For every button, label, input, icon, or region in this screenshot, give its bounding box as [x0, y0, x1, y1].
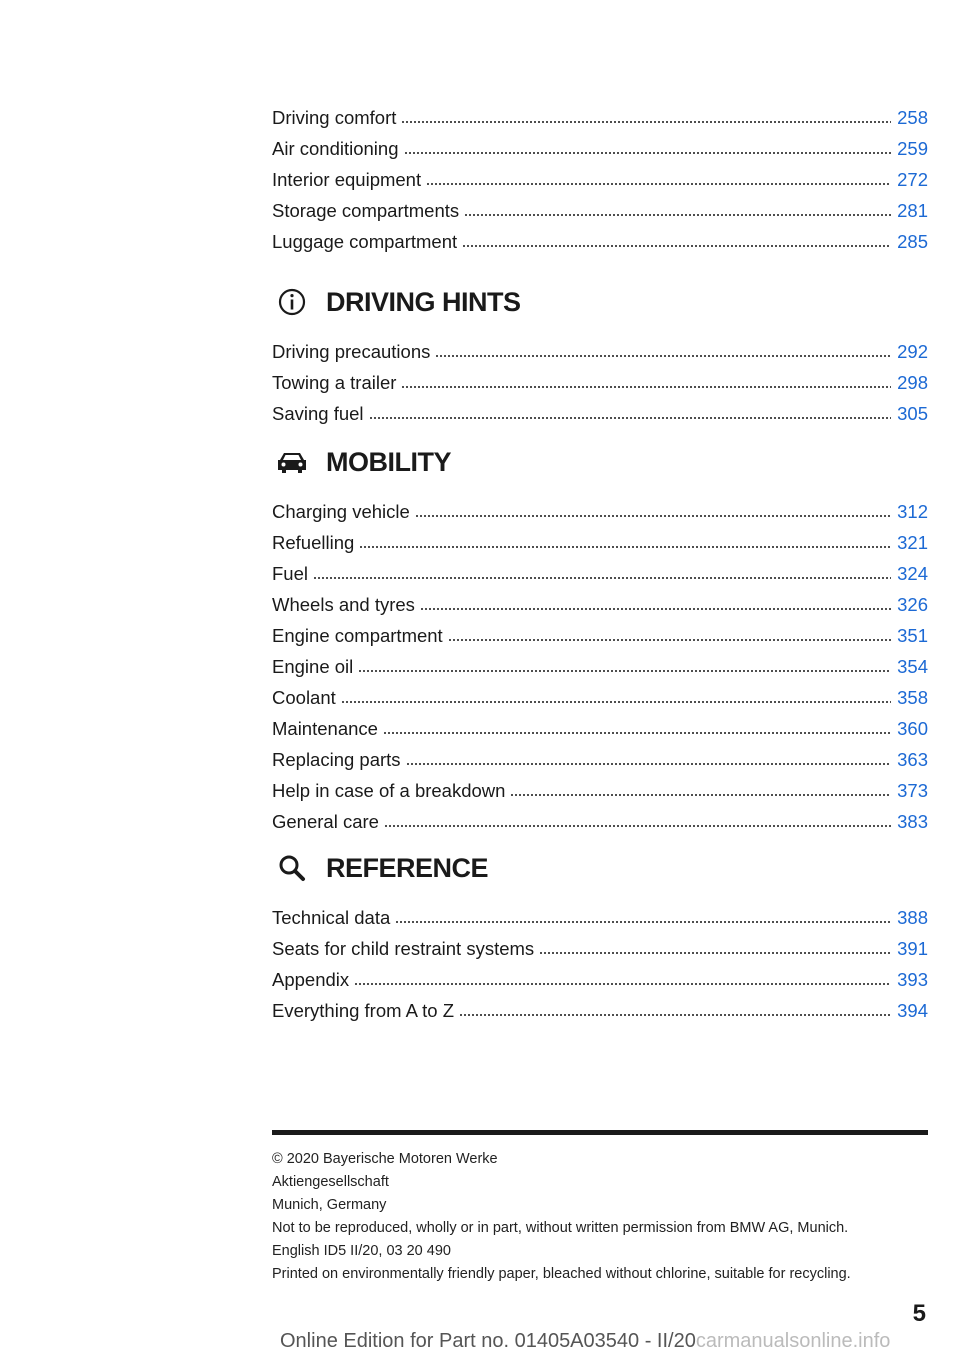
toc-entry-title: Driving precautions — [272, 341, 431, 362]
toc-entry-title: Towing a trailer — [272, 372, 397, 393]
dot-leader — [395, 921, 891, 923]
dot-leader — [313, 577, 891, 579]
dot-leader — [420, 608, 891, 610]
toc-driving-hints — [272, 264, 928, 429]
dot-leader — [369, 417, 892, 419]
dot-leader — [462, 245, 891, 247]
toc-entry[interactable] — [272, 995, 928, 1026]
page-number: 5 — [912, 1300, 926, 1327]
imprint-line: Munich, Germany — [272, 1197, 387, 1213]
toc-entry-page-link[interactable]: 272 — [897, 169, 928, 190]
dot-leader — [539, 952, 891, 954]
info-icon — [272, 287, 312, 317]
toc-entry-title: Maintenance — [272, 718, 378, 739]
toc-entry[interactable] — [272, 964, 928, 995]
dot-leader — [448, 639, 891, 641]
toc-entry-page-link[interactable]: 383 — [897, 811, 928, 832]
toc-entry[interactable] — [272, 102, 928, 133]
toc-entry[interactable] — [272, 713, 928, 744]
toc-entry-title: Interior equipment — [272, 169, 422, 190]
toc-entry[interactable] — [272, 933, 928, 964]
dot-leader — [354, 983, 891, 985]
toc-entry-page-link[interactable]: 354 — [897, 656, 928, 677]
toc-entry[interactable] — [272, 744, 928, 775]
toc-entry-page-link[interactable]: 391 — [897, 938, 928, 959]
toc-entry[interactable] — [272, 496, 928, 527]
toc-entry[interactable] — [272, 164, 928, 195]
toc-entry[interactable] — [272, 336, 928, 367]
toc-entry-page-link[interactable]: 363 — [897, 749, 928, 770]
toc-entry-page-link[interactable]: 388 — [897, 907, 928, 928]
dot-leader — [464, 214, 891, 216]
toc-entry-title: Saving fuel — [272, 403, 364, 424]
toc-entry-title: Technical data — [272, 907, 391, 928]
imprint-line: Printed on environmentally friendly paper, bleached without chlorine, suitable for recycling. — [272, 1266, 851, 1282]
toc-entry-page-link[interactable]: 281 — [897, 200, 928, 221]
dot-leader — [359, 546, 891, 548]
dot-leader — [459, 1014, 891, 1016]
toc-entry-page-link[interactable]: 305 — [897, 403, 928, 424]
dot-leader — [426, 183, 891, 185]
toc-entry-page-link[interactable]: 321 — [897, 532, 928, 553]
toc-entry-page-link[interactable]: 298 — [897, 372, 928, 393]
footer-edition: Online Edition for Part no. 01405A03540 - II/20 — [280, 1330, 696, 1352]
toc-entry-title: Engine compartment — [272, 625, 443, 646]
toc-entry[interactable] — [272, 651, 928, 682]
toc-entry-page-link[interactable]: 324 — [897, 563, 928, 584]
imprint-line: © 2020 Bayerische Motoren Werke — [272, 1151, 498, 1167]
dot-leader — [415, 515, 891, 517]
toc-entry-title: Charging vehicle — [272, 501, 410, 522]
toc-entry-page-link[interactable]: 259 — [897, 138, 928, 159]
toc-entry-title: Appendix — [272, 969, 350, 990]
toc-entry[interactable] — [272, 682, 928, 713]
toc-entry-page-link[interactable]: 358 — [897, 687, 928, 708]
toc-entry-title: Air conditioning — [272, 138, 399, 159]
dot-leader — [404, 152, 892, 154]
toc-entry-title: Fuel — [272, 563, 308, 584]
divider — [272, 1130, 928, 1135]
toc-reference — [272, 830, 928, 1026]
dot-leader — [384, 825, 891, 827]
imprint-line: English ID5 II/20, 03 20 490 — [272, 1243, 451, 1259]
section-title: REFERENCE — [326, 852, 489, 883]
dot-leader — [435, 355, 891, 357]
footer-url[interactable]: carmanualsonline.info — [695, 1330, 891, 1352]
toc-entry-title: Replacing parts — [272, 749, 401, 770]
toc-entry-page-link[interactable]: 394 — [897, 1000, 928, 1021]
footer — [280, 1330, 890, 1353]
dot-leader — [510, 794, 891, 796]
dot-leader — [401, 121, 891, 123]
dot-leader — [358, 670, 891, 672]
toc-entry[interactable] — [272, 133, 928, 164]
section-heading-reference — [272, 848, 928, 888]
toc-entry-page-link[interactable]: 326 — [897, 594, 928, 615]
toc-entry-title: Everything from A to Z — [272, 1000, 454, 1021]
toc-entry-title: Engine oil — [272, 656, 354, 677]
imprint-line: Aktiengesellschaft — [272, 1174, 389, 1190]
imprint-line: Not to be reproduced, wholly or in part, without written permission from BMW AG, Munich. — [272, 1220, 849, 1236]
toc-entry[interactable] — [272, 195, 928, 226]
section-title: MOBILITY — [326, 446, 451, 477]
toc-entry[interactable] — [272, 589, 928, 620]
toc-entry-title: Wheels and tyres — [272, 594, 415, 615]
toc-entry[interactable] — [272, 527, 928, 558]
toc-entry[interactable] — [272, 558, 928, 589]
toc-entry-title: Storage compartments — [272, 200, 460, 221]
toc-entry-page-link[interactable]: 393 — [897, 969, 928, 990]
toc-top-group — [272, 102, 928, 257]
toc-entry[interactable] — [272, 775, 928, 806]
toc-entry-page-link[interactable]: 292 — [897, 341, 928, 362]
section-heading-driving-hints — [272, 282, 928, 322]
toc-entry-page-link[interactable]: 360 — [897, 718, 928, 739]
dot-leader — [406, 763, 892, 765]
toc-entry-title: Refuelling — [272, 532, 355, 553]
toc-entry[interactable] — [272, 367, 928, 398]
toc-entry-page-link[interactable]: 373 — [897, 780, 928, 801]
section-heading-mobility — [272, 442, 928, 482]
search-icon — [272, 853, 312, 883]
imprint — [272, 1148, 851, 1286]
toc-entry-title: Luggage compartment — [272, 231, 458, 252]
dot-leader — [401, 386, 891, 388]
toc-mobility — [272, 424, 928, 837]
section-title: DRIVING HINTS — [326, 286, 521, 317]
toc-entry-title: General care — [272, 811, 379, 832]
car-icon — [272, 449, 312, 475]
toc-entry-title: Driving comfort — [272, 107, 397, 128]
toc-entry-page-link[interactable]: 312 — [897, 501, 928, 522]
toc-entry[interactable] — [272, 902, 928, 933]
toc-entry-page-link[interactable]: 351 — [897, 625, 928, 646]
toc-entry[interactable] — [272, 620, 928, 651]
toc-entry-title: Coolant — [272, 687, 336, 708]
toc-entry-page-link[interactable]: 285 — [897, 231, 928, 252]
toc-entry-title: Help in case of a breakdown — [272, 780, 506, 801]
dot-leader — [341, 701, 891, 703]
toc-entry[interactable] — [272, 226, 928, 257]
toc-entry-page-link[interactable]: 258 — [897, 107, 928, 128]
toc-entry-title: Seats for child restraint systems — [272, 938, 535, 959]
dot-leader — [383, 732, 891, 734]
